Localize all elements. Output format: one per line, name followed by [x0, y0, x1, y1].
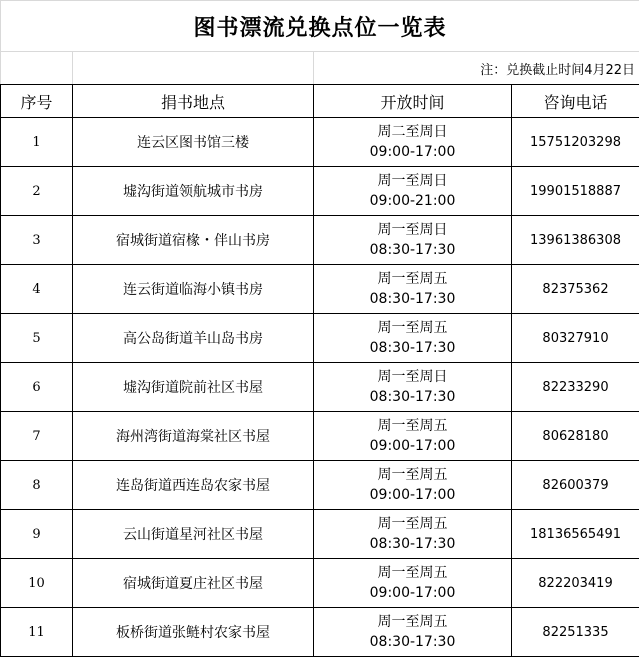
row-number[interactable]: 10: [1, 559, 73, 608]
row-open-hours: 09:00-17:00: [369, 487, 456, 503]
row-phone[interactable]: 13961386308: [512, 216, 639, 265]
row-open-days: 周一至周五: [377, 467, 448, 483]
table-row: [1, 216, 639, 265]
row-open-time[interactable]: [314, 167, 512, 216]
row-number[interactable]: 4: [1, 265, 73, 314]
row-open-time[interactable]: [314, 608, 512, 657]
row-open-hours: 08:30-17:30: [369, 389, 456, 405]
row-phone[interactable]: 80327910: [512, 314, 639, 363]
row-location[interactable]: 墟沟街道院前社区书屋: [73, 363, 314, 412]
table-row: [1, 510, 639, 559]
row-location[interactable]: 高公岛街道羊山岛书房: [73, 314, 314, 363]
header-location[interactable]: 捐书地点: [73, 85, 314, 118]
title-row: [1, 1, 639, 52]
table-row: [1, 265, 639, 314]
header-row: [1, 85, 639, 118]
header-hours[interactable]: 开放时间: [314, 85, 512, 118]
row-number[interactable]: 5: [1, 314, 73, 363]
row-open-time[interactable]: [314, 412, 512, 461]
row-open-days: 周二至周日: [377, 124, 448, 140]
table-row: [1, 118, 639, 167]
table-row: [1, 363, 639, 412]
row-location[interactable]: 海州湾街道海棠社区书屋: [73, 412, 314, 461]
table-row: [1, 314, 639, 363]
row-open-days: 周一至周日: [377, 173, 448, 189]
row-phone[interactable]: 19901518887: [512, 167, 639, 216]
row-open-hours: 09:00-21:00: [369, 193, 456, 209]
table-row: [1, 608, 639, 657]
row-open-days: 周一至周五: [377, 271, 448, 287]
row-number[interactable]: 2: [1, 167, 73, 216]
row-open-hours: 08:30-17:30: [369, 291, 456, 307]
table-row: [1, 167, 639, 216]
row-phone[interactable]: 82600379: [512, 461, 639, 510]
row-open-hours: 08:30-17:30: [369, 536, 456, 552]
blank-cell[interactable]: [1, 52, 73, 85]
row-open-time[interactable]: [314, 216, 512, 265]
row-number[interactable]: 11: [1, 608, 73, 657]
header-phone[interactable]: 咨询电话: [512, 85, 639, 118]
row-open-days: 周一至周五: [377, 418, 448, 434]
row-open-time[interactable]: [314, 118, 512, 167]
row-location[interactable]: 宿城街道夏庄社区书屋: [73, 559, 314, 608]
row-location[interactable]: 宿城街道宿椽・伴山书房: [73, 216, 314, 265]
row-open-hours: 08:30-17:30: [369, 634, 456, 650]
table-row: [1, 461, 639, 510]
row-phone[interactable]: 80628180: [512, 412, 639, 461]
row-open-hours: 09:00-17:00: [369, 144, 456, 160]
row-number[interactable]: 8: [1, 461, 73, 510]
row-location[interactable]: 连云街道临海小镇书房: [73, 265, 314, 314]
row-open-time[interactable]: [314, 363, 512, 412]
row-open-hours: 08:30-17:30: [369, 340, 456, 356]
row-open-hours: 09:00-17:00: [369, 438, 456, 454]
row-number[interactable]: 1: [1, 118, 73, 167]
row-location[interactable]: 墟沟街道领航城市书房: [73, 167, 314, 216]
row-open-days: 周一至周五: [377, 565, 448, 581]
row-number[interactable]: 9: [1, 510, 73, 559]
table-title[interactable]: 图书漂流兑换点位一览表: [1, 1, 639, 52]
row-location[interactable]: 连云区图书馆三楼: [73, 118, 314, 167]
row-phone[interactable]: 82251335: [512, 608, 639, 657]
row-open-time[interactable]: [314, 559, 512, 608]
row-open-days: 周一至周五: [377, 516, 448, 532]
table-row: [1, 412, 639, 461]
blank-cell[interactable]: [73, 52, 314, 85]
row-open-time[interactable]: [314, 314, 512, 363]
row-number[interactable]: 7: [1, 412, 73, 461]
row-phone[interactable]: 15751203298: [512, 118, 639, 167]
row-number[interactable]: 3: [1, 216, 73, 265]
row-location[interactable]: 板桥街道张鲢村农家书屋: [73, 608, 314, 657]
row-open-days: 周一至周日: [377, 222, 448, 238]
row-open-time[interactable]: [314, 510, 512, 559]
row-open-time[interactable]: [314, 265, 512, 314]
row-number[interactable]: 6: [1, 363, 73, 412]
row-phone[interactable]: 82233290: [512, 363, 639, 412]
row-open-days: 周一至周五: [377, 320, 448, 336]
table-row: [1, 559, 639, 608]
row-open-hours: 08:30-17:30: [369, 242, 456, 258]
note-row: [1, 52, 639, 85]
row-phone[interactable]: 822203419: [512, 559, 639, 608]
row-phone[interactable]: 82375362: [512, 265, 639, 314]
row-location[interactable]: 云山街道星河社区书屋: [73, 510, 314, 559]
row-open-hours: 09:00-17:00: [369, 585, 456, 601]
row-location[interactable]: 连岛街道西连岛农家书屋: [73, 461, 314, 510]
row-open-days: 周一至周日: [377, 369, 448, 385]
row-phone[interactable]: 18136565491: [512, 510, 639, 559]
header-no[interactable]: 序号: [1, 85, 73, 118]
row-open-days: 周一至周五: [377, 614, 448, 630]
deadline-note[interactable]: 注：兑换截止时间4月22日: [314, 52, 639, 85]
row-open-time[interactable]: [314, 461, 512, 510]
